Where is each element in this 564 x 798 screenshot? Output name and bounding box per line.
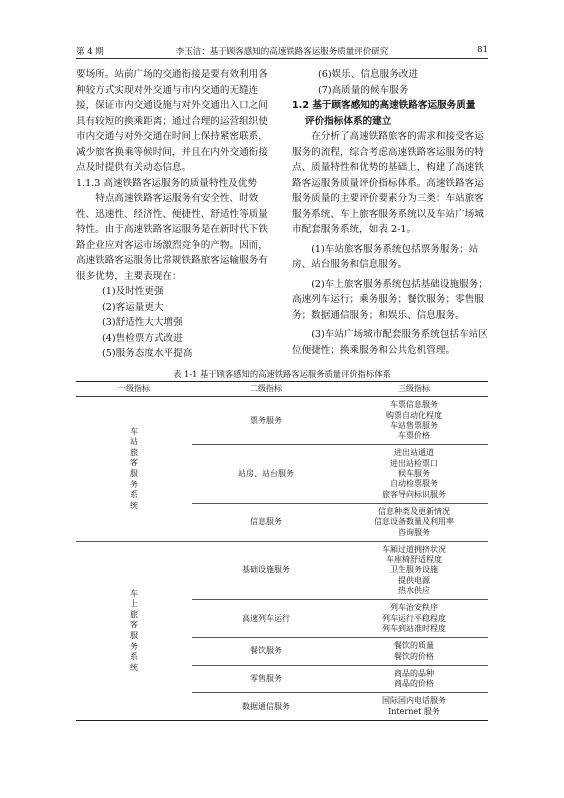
level3-cell: 餐饮的质量 餐饮的价格: [340, 638, 488, 666]
indicator-table: [76, 381, 488, 721]
paragraph: (1)车站旅客服务系统包括票务服务；站房、站台服务和信息服务。: [292, 243, 479, 270]
column-header: 三级指标: [340, 382, 488, 397]
level2-cell: 票务服务: [192, 397, 340, 445]
level2-cell: 数据通信服务: [192, 693, 340, 721]
paragraph: (2)车上旅客服务系统包括基础设施服务；高速列车运行；乘务服务；餐饮服务；零售服务；数据通信服务；和娱乐、信息服务。: [292, 278, 488, 321]
level3-cell: 列车治安秩序 列车运行平稳程度 列车到站准时程度: [340, 600, 488, 638]
list-item: (4)售检票方式改进: [102, 332, 183, 344]
paragraph: 特点高速铁路客运服务有安全性、时效性、迅速性、经济性、便捷性、舒适性等质量特性。由于高速铁路客运服务是在新时代下铁路企业应对客运市场激烈竞争的产物。因而，高速铁路客运服务比常规铁路旅客运输服务有很多优势，主要表现在：: [76, 193, 268, 282]
level3-cell: 信息种类及更新情况 信息设备数量及利用率 咨询服务: [340, 503, 488, 541]
level1-text: 车 站 旅 客 服 务 系 统: [130, 426, 138, 510]
table-row: [76, 397, 488, 445]
level3-cell: 进出站通道 进出站检票口 候车服务 自动检票服务 旅客导向标识服务: [340, 445, 488, 503]
section-heading-1-2-cont: 评价指标体系的建立: [305, 115, 392, 127]
level3-cell: 车厢过道拥挤状况 车座椅舒适程度 卫生服务设施 提供电源 热水供应: [340, 541, 488, 599]
list-item: (7)高质量的候车服务: [318, 84, 409, 96]
section-heading-1-2: 1.2 基于顾客感知的高速铁路客运服务质量: [292, 100, 476, 111]
left-column: [76, 67, 272, 362]
table-row: [76, 541, 488, 599]
level2-cell: 餐饮服务: [192, 638, 340, 666]
level1-text: 车 上 旅 客 服 务 系 统: [130, 588, 138, 672]
paragraph: (3)车站广场城市配套服务系统包括车站区位便捷性；换乘服务和公共危机管理。: [292, 329, 488, 356]
level1-cell: [76, 397, 192, 542]
running-header: [76, 44, 488, 59]
column-header: 二级指标: [192, 382, 340, 397]
table-caption: 表 1-1 基于顾客感知的高速铁路客运服务质量评价指标体系: [173, 369, 391, 379]
list-item: (3)舒适性大大增强: [102, 317, 183, 328]
level2-cell: 高速列车运行: [192, 600, 340, 638]
level1-cell: [76, 541, 192, 720]
list-item: (5)服务态度水平提高: [102, 348, 193, 359]
level2-cell: 基础设施服务: [192, 541, 340, 599]
paragraph: 要场所。站前广场的交通衔接是要有效利用各种较方式实现对外交通与市内交通的无缝连接，保证市内交通设施与对外交通出入口之间具有较短的换乘距离；通过合理的运营组织使市内交通与对外交通在时间上保持紧密联系，减少旅客换乘等候时间，并且在内外交通衔接点及时提供有关动态信息。: [76, 69, 268, 173]
level3-cell: 国际国内电话服务 Internet 服务: [340, 693, 488, 721]
running-title: 李玉洁：基于顾客感知的高速铁路客运服务质量评价研究: [175, 47, 389, 57]
column-header: 一级指标: [76, 382, 192, 397]
list-item: (1)及时性更强: [102, 286, 164, 297]
level2-cell: 站房、站台服务: [192, 445, 340, 503]
level2-cell: 信息服务: [192, 503, 340, 541]
list-item: (6)娱乐、信息服务改进: [318, 69, 418, 80]
level3-cell: 车票信息服务 购票自动化程度 车站售票服务 车票价格: [340, 397, 488, 445]
issue-number: 第 4 期: [76, 47, 104, 57]
page-number: 81: [477, 45, 488, 55]
list-item: (2)客运量更大: [102, 301, 164, 313]
paragraph: 在分析了高速铁路旅客的需求和接受客运服务的流程，综合考虑高速铁路客运服务的特点、质量特性和优势的基础上，构建了高速铁路客运服务质量评价指标体系。高速铁路客运服务质量的主要评价要素分为三类：车站旅客服务系统、车上旅客服务系统以及车站广场城市配套服务系统，如表 2-1。: [292, 131, 484, 235]
level2-cell: 零售服务: [192, 665, 340, 693]
level3-cell: 商品的品种 商品的价格: [340, 665, 488, 693]
section-heading-1-1-3: 1.1.3 高速铁路客运服务的质量特性及优势: [76, 177, 257, 189]
right-column: [292, 67, 488, 358]
